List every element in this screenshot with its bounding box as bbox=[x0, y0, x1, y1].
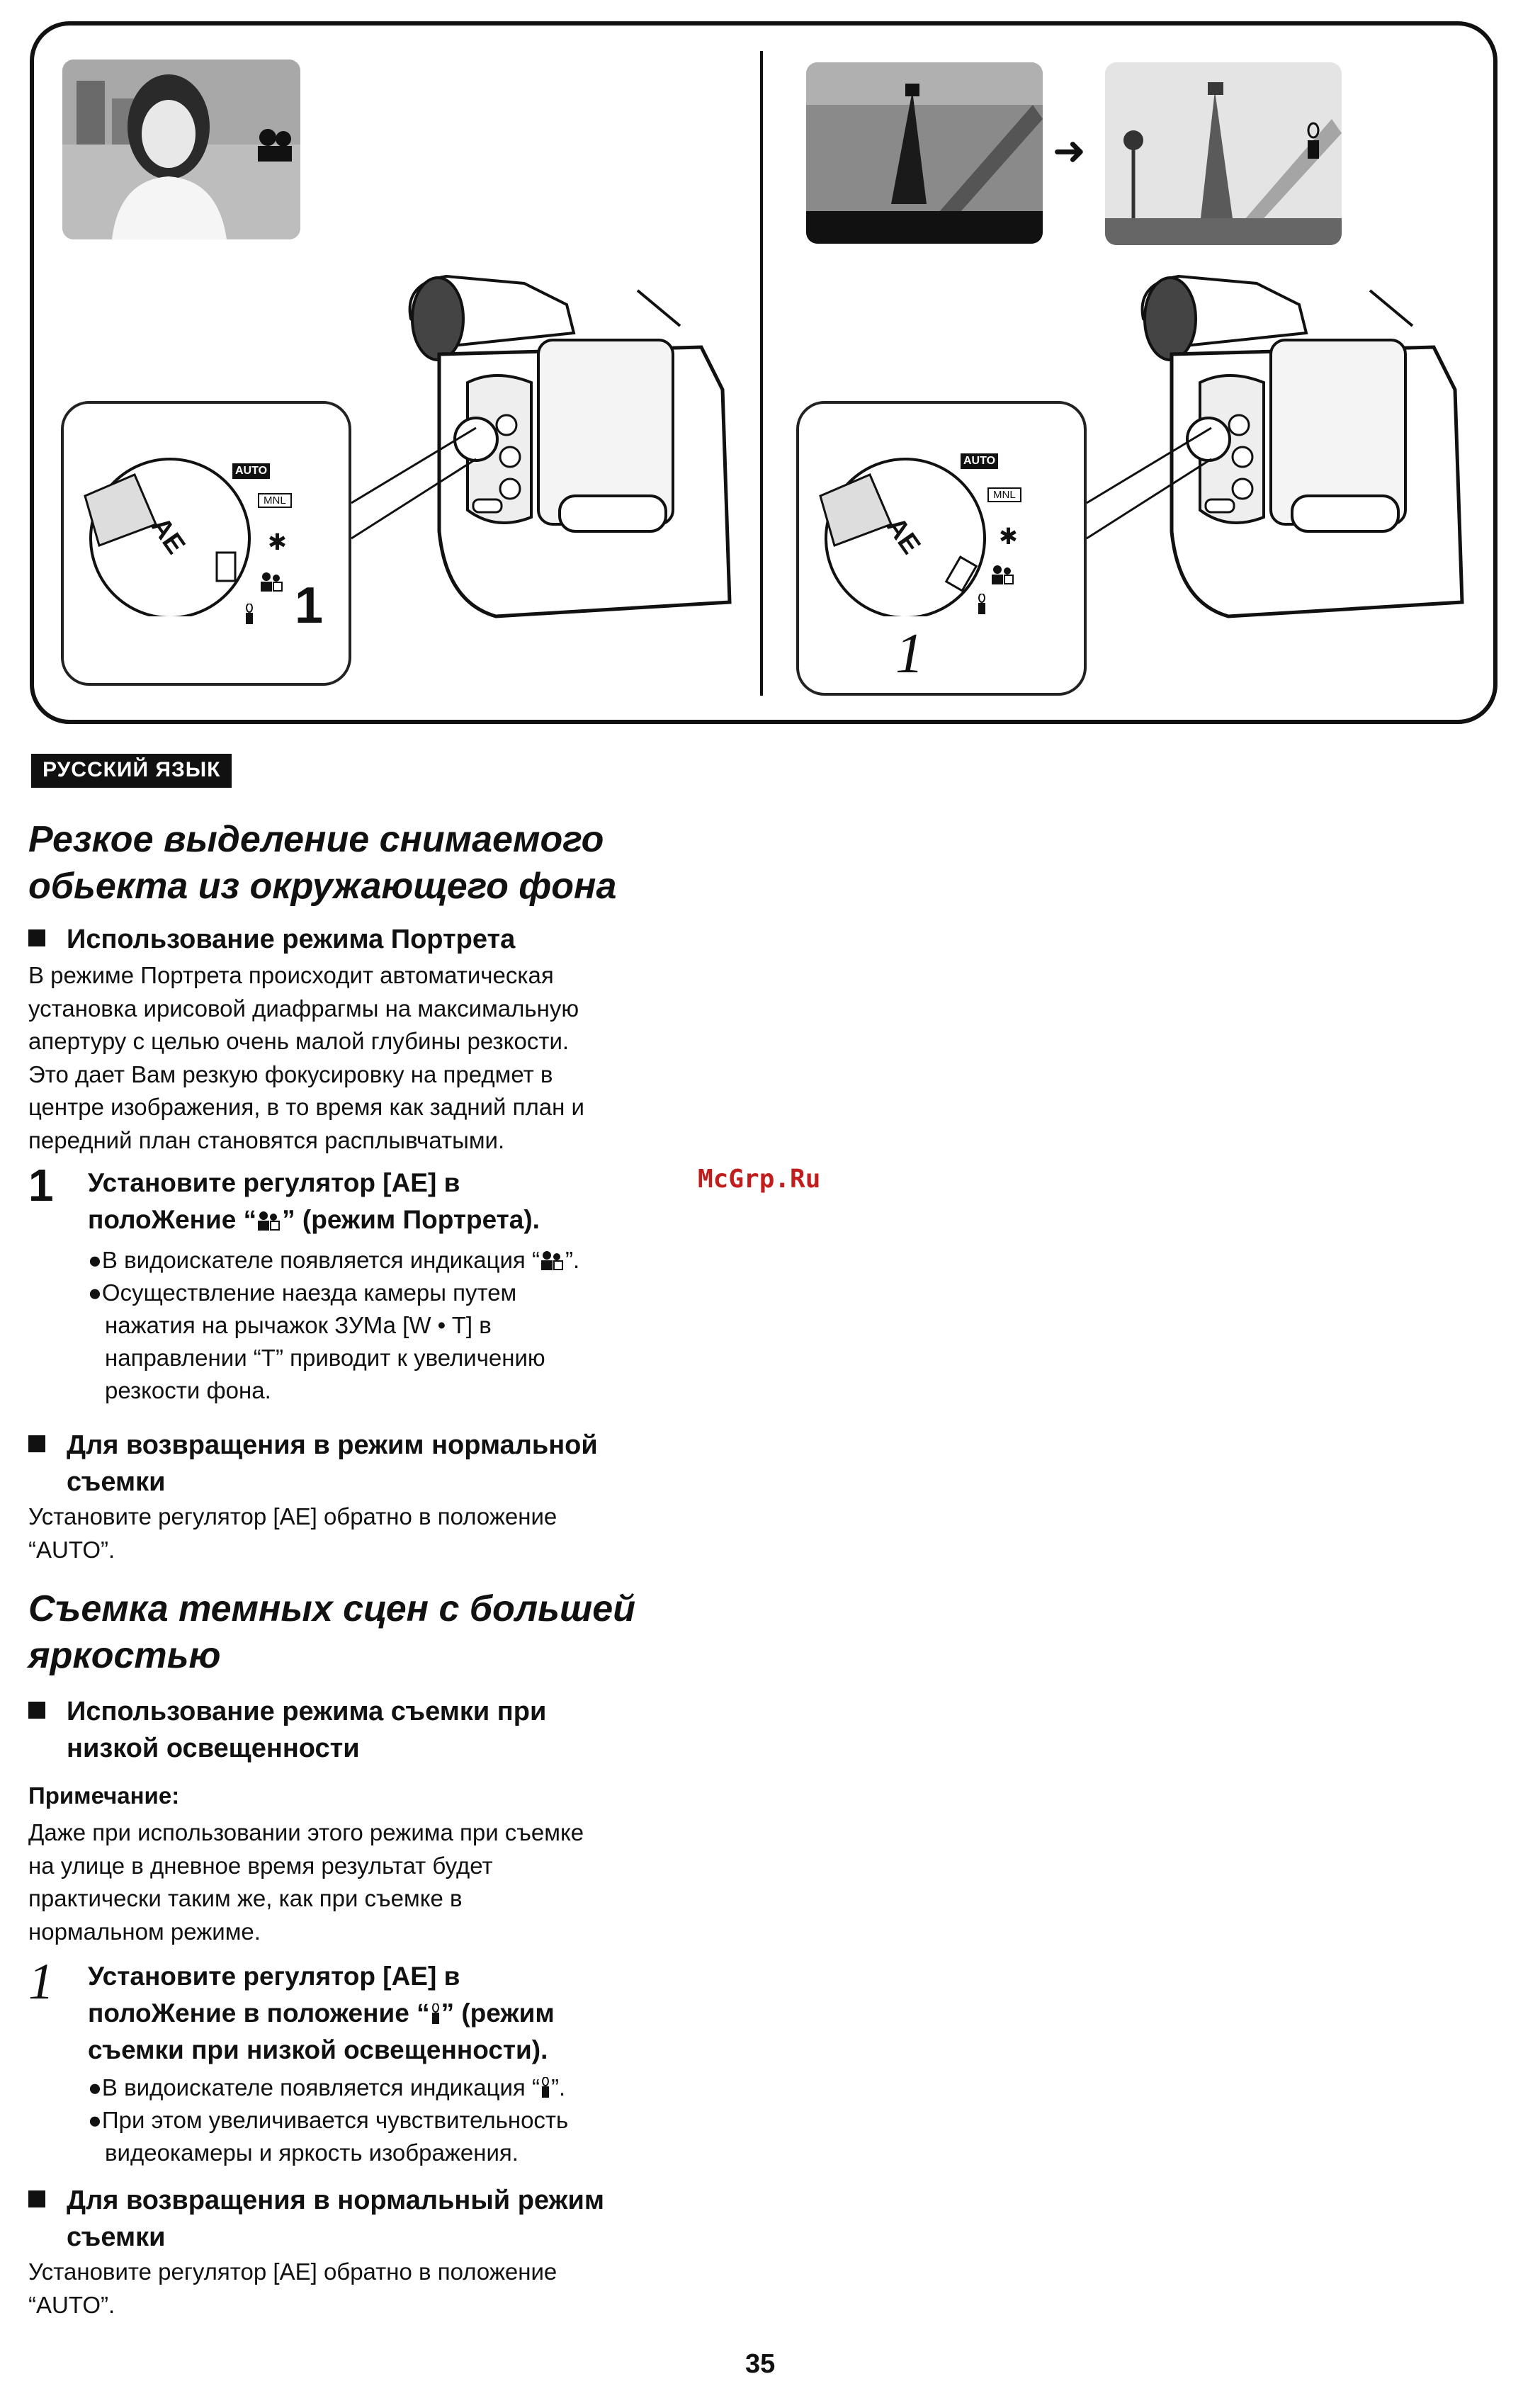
mode-auto-badge-right: AUTO bbox=[961, 453, 998, 469]
portrait-mode-icon-inline-2 bbox=[540, 1250, 565, 1271]
portrait-photo bbox=[62, 60, 300, 239]
mode-mnl-badge-right: MNL bbox=[987, 487, 1021, 502]
low-light-mode-icon-inline-2 bbox=[540, 2077, 551, 2098]
low-light-mode-icon bbox=[244, 604, 255, 625]
low-light-mode-icon-inline bbox=[430, 2003, 441, 2025]
section1-subheading: Использование режима Портрета bbox=[28, 921, 515, 958]
section2-title: Съемка темных сцен с большей яркостью bbox=[28, 1588, 635, 1676]
ae-dial-label-left: AE bbox=[145, 511, 191, 560]
portrait-mode-icon-right bbox=[990, 564, 1016, 585]
square-bullet-icon bbox=[28, 2190, 45, 2207]
section1-bullet-zoom: ●Осуществление наезда камеры путем нажатия на рычажок ЗУМа [W • T] в направлении “T” приводит к увеличению резкости фона. bbox=[88, 1279, 545, 1403]
illustration-divider bbox=[760, 51, 763, 696]
language-tag: РУССКИЙ ЯЗЫК bbox=[31, 754, 232, 788]
step-instruction: Установите регулятор [AE] в полоЖение в положение “ ” (режим съемки при низкой освещенности). bbox=[88, 1962, 555, 2064]
note-label: Примечание: bbox=[28, 1782, 180, 1809]
section2-return-heading: Для возвращения в нормальный режим съемки bbox=[28, 2182, 604, 2256]
ae-dial-label-right: AE bbox=[880, 511, 927, 560]
section1-bullet-viewfinder: ●В видоискателе появляется индикация “ ”. bbox=[88, 1247, 580, 1273]
tower-photo-bright bbox=[1105, 62, 1342, 245]
portrait-mode-icon-inline bbox=[256, 1210, 282, 1231]
section1-body: В режиме Портрета происходит автоматическая установка ирисовой диафрагмы на максимальную апертуру с целью очень малой глубины резкости. Это дает Вам резкую фокусировку на предмет в центре изображения, в то время как задний план и передний план становятся расплывчатыми. bbox=[28, 962, 584, 1153]
step-instruction: Установите регулятор [AE] в полоЖение “ ” (режим Портрета). bbox=[88, 1168, 540, 1234]
sports-mode-icon: ✱ bbox=[268, 529, 287, 555]
mode-auto-badge-left: AUTO bbox=[232, 463, 270, 479]
page-number: 35 bbox=[745, 2349, 776, 2379]
inset-step-number-right: 1 bbox=[895, 623, 924, 685]
ae-dial-right[interactable] bbox=[806, 453, 990, 616]
watermark: McGrp.Ru bbox=[698, 1165, 821, 1194]
square-bullet-icon bbox=[28, 1702, 45, 1719]
square-bullet-icon bbox=[28, 929, 45, 946]
zoom-lines-left bbox=[351, 425, 479, 560]
square-bullet-icon bbox=[28, 1435, 45, 1452]
section2-bullet-sensitivity: ●При этом увеличивается чувствительность видеокамеры и яркость изображения. bbox=[88, 2107, 569, 2166]
inset-step-number-left: 1 bbox=[295, 577, 324, 634]
sports-mode-icon-right: ✱ bbox=[999, 524, 1018, 549]
ae-dial-left[interactable] bbox=[71, 453, 255, 616]
note-body: Даже при использовании этого режима при съемке на улице в дневное время результат будет практически таким же, как при съемке в нормальном режиме. bbox=[28, 1819, 584, 1945]
step-number: 1 bbox=[28, 1160, 54, 1211]
section2-bullet-viewfinder: ●В видоискателе появляется индикация “ ”. bbox=[88, 2074, 566, 2101]
section1-return-body: Установите регулятор [AE] обратно в положение “AUTO”. bbox=[28, 1503, 557, 1563]
zoom-lines-right bbox=[1087, 425, 1214, 560]
section2-subheading: Использование режима съемки при низкой освещенности bbox=[28, 1693, 546, 1767]
portrait-mode-icon bbox=[259, 571, 285, 592]
section2-return-body: Установите регулятор [AE] обратно в положение “AUTO”. bbox=[28, 2258, 557, 2318]
mode-mnl-badge-left: MNL bbox=[258, 493, 292, 508]
section1-title: Резкое выделение снимаемого обьекта из окружающего фона bbox=[28, 819, 617, 907]
step-number: 1 bbox=[28, 1953, 54, 2010]
tower-photo-dark bbox=[806, 62, 1043, 244]
low-light-mode-icon-right bbox=[976, 594, 987, 615]
section1-return-heading: Для возвращения в режим нормальной съемки bbox=[28, 1427, 598, 1500]
arrow-icon: ➜ bbox=[1053, 128, 1086, 173]
